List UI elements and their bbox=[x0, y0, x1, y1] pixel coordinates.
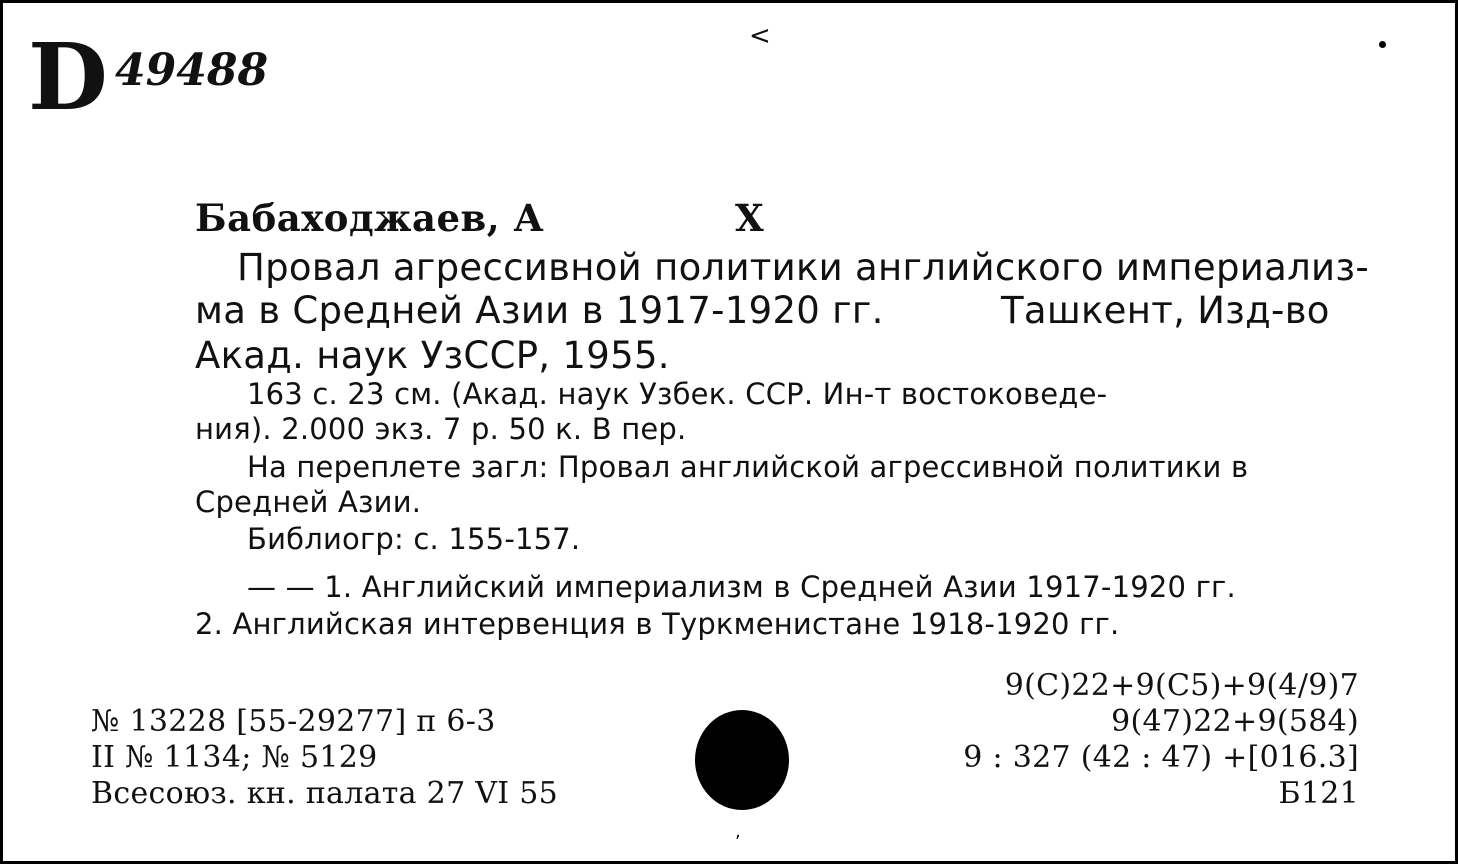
author-sign: Х bbox=[735, 196, 765, 240]
classification-line-3: 9 : 327 (42 : 47) +[016.3] bbox=[963, 740, 1359, 775]
title-line-2: ма в Средней Азии в 1917-1920 гг. bbox=[195, 289, 884, 332]
corner-dot bbox=[1379, 41, 1386, 48]
stamp-number: 49488 bbox=[115, 45, 269, 96]
classification-line-2: 9(47)22+9(584) bbox=[1111, 704, 1359, 739]
bottom-mark: , bbox=[735, 821, 741, 842]
footer-left-line-2: II № 1134; № 5129 bbox=[91, 740, 378, 775]
classification-line-1: 9(С)22+9(С5)+9(4/9)7 bbox=[1004, 668, 1359, 703]
details-line-1: 163 с. 23 см. (Акад. наук Узбек. ССР. Ин-т востоковеде- bbox=[247, 377, 1108, 411]
stamp-letter: D bbox=[28, 23, 106, 131]
title-line-3: Акад. наук УзССР, 1955. bbox=[195, 334, 670, 377]
classification-line-4: Б121 bbox=[1278, 776, 1359, 811]
punch-hole bbox=[695, 710, 789, 810]
details-line-4: Средней Азии. bbox=[195, 485, 422, 519]
top-mark: < bbox=[749, 21, 771, 51]
footer-left-line-1: № 13228 [55-29277] п 6-3 bbox=[91, 704, 496, 739]
author-name: Бабаходжаев, А bbox=[195, 196, 545, 240]
bibliography-line: Библиогр: с. 155-157. bbox=[247, 522, 581, 556]
details-line-2: ния). 2.000 экз. 7 р. 50 к. В пер. bbox=[195, 412, 687, 446]
details-line-3: На переплете загл: Провал английской агрессивной политики в bbox=[247, 450, 1249, 484]
title-line-1: Провал агрессивной политики английского империализ- bbox=[237, 246, 1370, 289]
subject-line-2: 2. Английская интервенция в Туркменистане 1918-1920 гг. bbox=[195, 607, 1120, 641]
footer-left-line-3: Всесоюз. кн. палата 27 VI 55 bbox=[91, 776, 559, 811]
publisher-line: Ташкент, Изд-во bbox=[1001, 289, 1330, 332]
subject-line-1: — — 1. Английский империализм в Средней Азии 1917-1920 гг. bbox=[247, 570, 1236, 604]
